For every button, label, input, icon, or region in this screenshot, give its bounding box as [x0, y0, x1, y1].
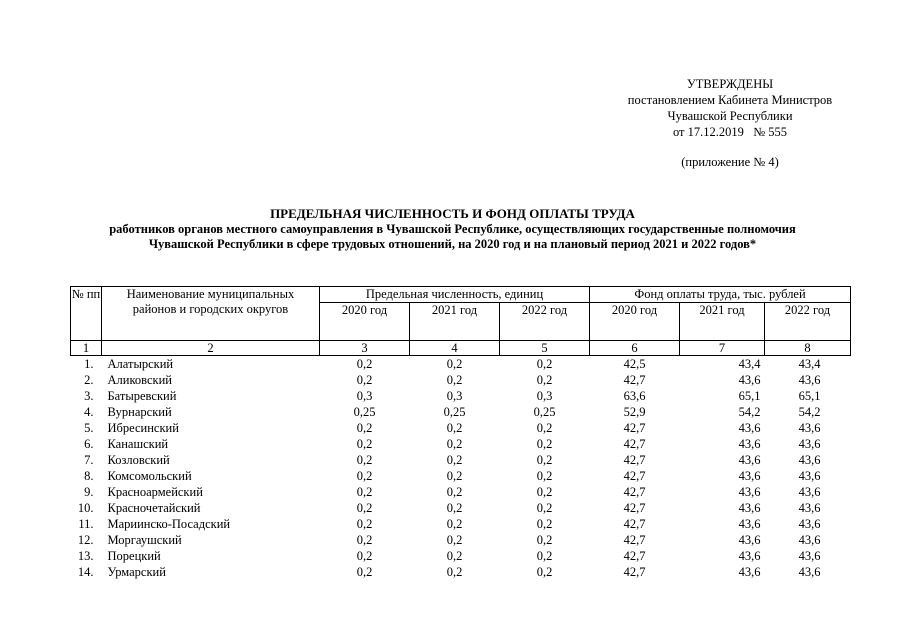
district-name: Порецкий [107, 549, 161, 563]
fund-2020: 42,5 [623, 357, 646, 371]
headcount-2020: 0,2 [356, 469, 373, 483]
title-subtitle-line2: Чувашской Республики в сфере трудовых отношений, на 2020 год и на плановый период 2021 и 2022 годов* [148, 237, 757, 251]
data-table [70, 286, 851, 580]
column-number: 1 [71, 341, 102, 356]
fund-2021: 43,6 [738, 421, 761, 435]
header-fund-group: Фонд оплаты труда, тыс. рублей [590, 287, 851, 303]
district-name: Козловский [107, 453, 170, 467]
title-subtitle-line1: работников органов местного самоуправления в Чувашской Республике, осуществляющих государственные полномочия [109, 221, 796, 236]
document-title [40, 206, 865, 253]
table-row [71, 356, 851, 373]
headcount-2022: 0,2 [536, 501, 553, 515]
fund-2021: 43,6 [738, 485, 761, 499]
headcount-2022: 0,25 [533, 405, 556, 419]
fund-2021: 43,6 [738, 517, 761, 531]
title-main: ПРЕДЕЛЬНАЯ ЧИСЛЕННОСТЬ И ФОНД ОПЛАТЫ ТРУДА [270, 206, 635, 221]
fund-2020: 42,7 [623, 469, 646, 483]
table-row [71, 404, 851, 420]
district-name: Красночетайский [107, 501, 201, 515]
fund-2022: 65,1 [798, 389, 821, 403]
fund-2020: 42,7 [623, 549, 646, 563]
headcount-2022: 0,2 [536, 453, 553, 467]
headcount-2020: 0,2 [356, 421, 373, 435]
headcount-2022: 0,2 [536, 549, 553, 563]
district-name: Алатырский [107, 357, 174, 371]
row-number: 8. [84, 469, 94, 483]
header-year: 2021 год [680, 303, 765, 341]
headcount-2020: 0,2 [356, 549, 373, 563]
header-year: 2022 год [500, 303, 590, 341]
header-number: № пп [71, 287, 102, 341]
headcount-2021: 0,2 [446, 565, 463, 579]
approval-republic: Чувашской Республики [667, 109, 793, 123]
table-row [71, 388, 851, 404]
fund-2021: 43,6 [738, 565, 761, 579]
headcount-2021: 0,2 [446, 453, 463, 467]
headcount-2021: 0,2 [446, 373, 463, 387]
column-number: 5 [500, 341, 590, 356]
fund-2020: 42,7 [623, 485, 646, 499]
fund-2020: 42,7 [623, 453, 646, 467]
district-name: Комсомольский [107, 469, 192, 483]
approval-issuer: постановлением Кабинета Министров [627, 93, 833, 107]
headcount-2020: 0,2 [356, 501, 373, 515]
row-number: 4. [84, 405, 94, 419]
fund-2021: 43,6 [738, 533, 761, 547]
table-row [71, 500, 851, 516]
fund-2021: 43,6 [738, 453, 761, 467]
headcount-2021: 0,2 [446, 533, 463, 547]
fund-2020: 52,9 [623, 405, 646, 419]
district-name: Моргаушский [107, 533, 182, 547]
approval-stamp [600, 76, 860, 170]
fund-2022: 43,6 [798, 373, 821, 387]
fund-2021: 43,6 [738, 501, 761, 515]
row-number: 13. [77, 549, 94, 563]
headcount-2022: 0,2 [536, 421, 553, 435]
fund-2022: 43,6 [798, 469, 821, 483]
row-number: 5. [84, 421, 94, 435]
fund-2020: 42,7 [623, 373, 646, 387]
headcount-2020: 0,2 [356, 437, 373, 451]
headcount-2022: 0,3 [536, 389, 553, 403]
row-number: 1. [84, 357, 94, 371]
district-name: Батыревский [107, 389, 177, 403]
column-number: 6 [590, 341, 680, 356]
table-row [71, 452, 851, 468]
appendix-label: (приложение № 4) [681, 155, 779, 169]
header-year: 2022 год [765, 303, 851, 341]
headcount-2021: 0,2 [446, 437, 463, 451]
row-number: 2. [84, 373, 94, 387]
table-row [71, 532, 851, 548]
headcount-2021: 0,2 [446, 421, 463, 435]
fund-2022: 43,6 [798, 565, 821, 579]
headcount-2021: 0,2 [446, 469, 463, 483]
fund-2020: 42,7 [623, 437, 646, 451]
fund-2022: 43,6 [798, 533, 821, 547]
fund-2022: 43,6 [798, 501, 821, 515]
table-row [71, 484, 851, 500]
row-number: 3. [84, 389, 94, 403]
table-row [71, 564, 851, 580]
headcount-2020: 0,2 [356, 485, 373, 499]
table-row [71, 372, 851, 388]
fund-2021: 43,6 [738, 549, 761, 563]
headcount-2021: 0,2 [446, 501, 463, 515]
fund-2022: 43,6 [798, 421, 821, 435]
fund-2020: 42,7 [623, 421, 646, 435]
fund-2021: 43,4 [738, 357, 761, 371]
fund-2022: 43,6 [798, 453, 821, 467]
fund-2020: 42,7 [623, 517, 646, 531]
headcount-2022: 0,2 [536, 517, 553, 531]
fund-2022: 43,6 [798, 517, 821, 531]
row-number: 14. [77, 565, 94, 579]
headcount-2022: 0,2 [536, 357, 553, 371]
approval-heading: УТВЕРЖДЕНЫ [686, 77, 774, 91]
headcount-2020: 0,2 [356, 373, 373, 387]
row-number: 10. [77, 501, 94, 515]
fund-2022: 54,2 [798, 405, 821, 419]
fund-2021: 65,1 [738, 389, 761, 403]
headcount-2020: 0,25 [353, 405, 376, 419]
fund-2021: 43,6 [738, 437, 761, 451]
headcount-2020: 0,2 [356, 517, 373, 531]
row-number: 9. [84, 485, 94, 499]
approval-spacer [600, 140, 860, 154]
fund-2020: 42,7 [623, 533, 646, 547]
district-name: Канашский [107, 437, 169, 451]
headcount-2020: 0,2 [356, 357, 373, 371]
row-number: 6. [84, 437, 94, 451]
fund-2022: 43,6 [798, 485, 821, 499]
fund-2021: 43,6 [738, 469, 761, 483]
table-row [71, 468, 851, 484]
table-row [71, 436, 851, 452]
table-row [71, 548, 851, 564]
headcount-2020: 0,2 [356, 453, 373, 467]
district-name: Вурнарский [107, 405, 172, 419]
headcount-2022: 0,2 [536, 533, 553, 547]
headcount-2021: 0,2 [446, 549, 463, 563]
table-row [71, 516, 851, 532]
headcount-2021: 0,2 [446, 357, 463, 371]
fund-2021: 54,2 [738, 405, 761, 419]
header-year: 2021 год [410, 303, 500, 341]
header-name: Наименование муниципальных районов и городских округов [102, 287, 320, 341]
headcount-2022: 0,2 [536, 437, 553, 451]
headcount-2022: 0,2 [536, 485, 553, 499]
headcount-2021: 0,3 [446, 389, 463, 403]
approval-date-number: от 17.12.2019 № 555 [672, 125, 788, 139]
column-number: 3 [320, 341, 410, 356]
headcount-2021: 0,2 [446, 485, 463, 499]
headcount-2022: 0,2 [536, 565, 553, 579]
headcount-2020: 0,3 [356, 389, 373, 403]
district-name: Аликовский [107, 373, 172, 387]
table-row [71, 420, 851, 436]
header-year: 2020 год [590, 303, 680, 341]
district-name: Ибресинский [107, 421, 179, 435]
fund-2020: 42,7 [623, 501, 646, 515]
row-number: 11. [78, 517, 94, 531]
fund-2020: 42,7 [623, 565, 646, 579]
fund-2022: 43,6 [798, 437, 821, 451]
headcount-2020: 0,2 [356, 533, 373, 547]
column-number: 8 [765, 341, 851, 356]
column-number: 4 [410, 341, 500, 356]
column-number: 2 [102, 341, 320, 356]
headcount-2022: 0,2 [536, 373, 553, 387]
fund-2022: 43,6 [798, 549, 821, 563]
headcount-2021: 0,2 [446, 517, 463, 531]
headcount-2022: 0,2 [536, 469, 553, 483]
header-year: 2020 год [320, 303, 410, 341]
district-name: Красноармейский [107, 485, 203, 499]
headcount-2020: 0,2 [356, 565, 373, 579]
column-number: 7 [680, 341, 765, 356]
fund-2022: 43,4 [798, 357, 821, 371]
district-name: Урмарский [107, 565, 166, 579]
row-number: 12. [77, 533, 94, 547]
fund-2020: 63,6 [623, 389, 646, 403]
header-headcount-group: Предельная численность, единиц [320, 287, 590, 303]
fund-2021: 43,6 [738, 373, 761, 387]
row-number: 7. [84, 453, 94, 467]
headcount-2021: 0,25 [443, 405, 466, 419]
district-name: Мариинско-Посадский [107, 517, 231, 531]
